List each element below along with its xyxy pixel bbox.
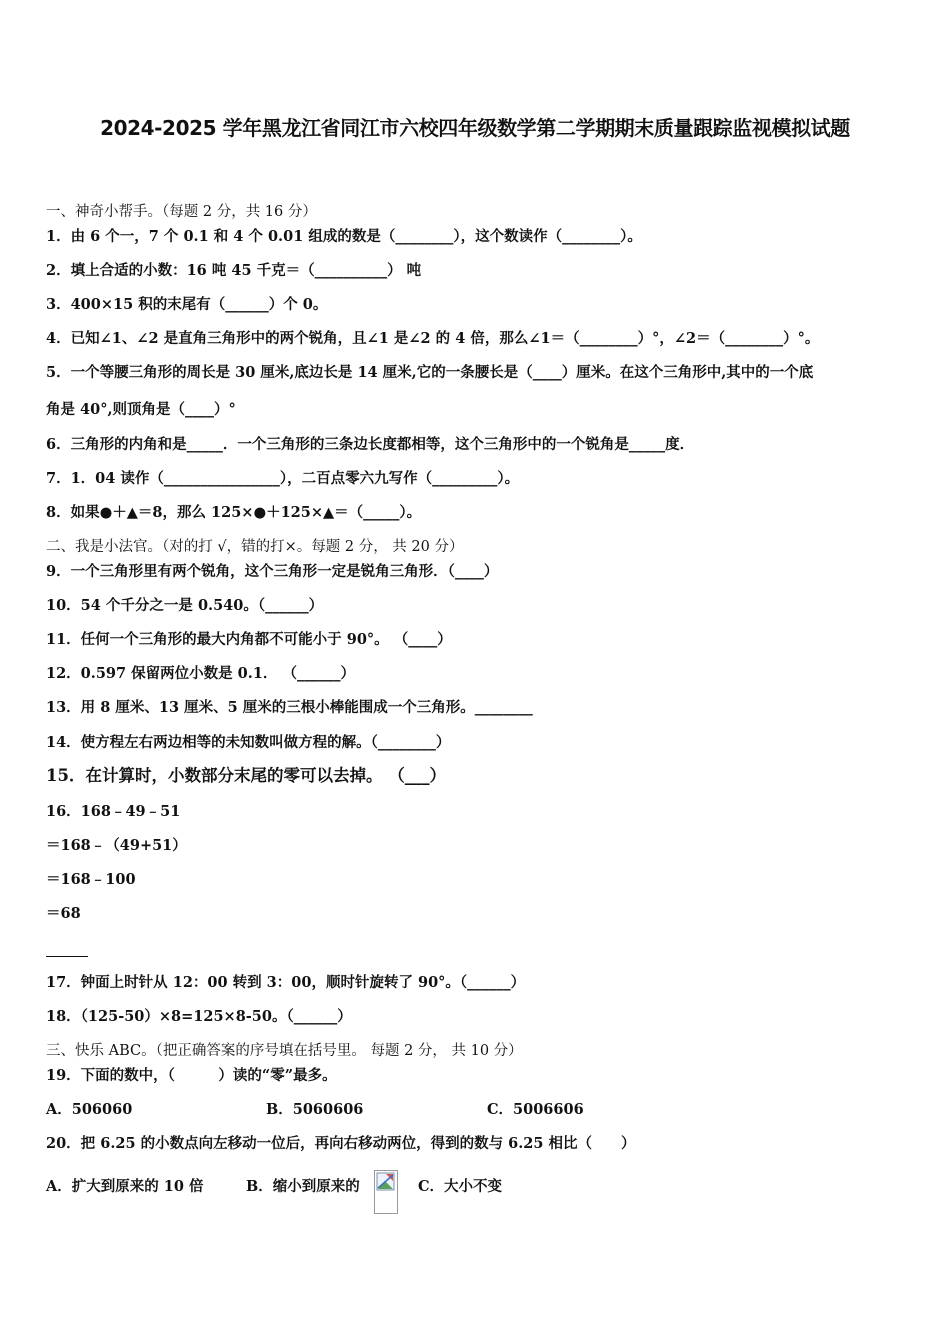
question-5: 5．一个等腰三角形的周长是 30 厘米,底边长是 14 厘米,它的一条腰长是（____）厘米。在这个三角形中,其中的一个底 xyxy=(46,364,814,381)
question-19: 19．下面的数中，（ ）读的“零”最多。 xyxy=(46,1067,337,1084)
q19-option-c: C．5006606 xyxy=(487,1101,584,1118)
q19-option-a: A．506060 xyxy=(46,1101,133,1118)
question-15: 15．在计算时，小数部分末尾的零可以去掉。 （___） xyxy=(46,766,446,785)
question-3: 3．400×15 积的末尾有（______）个 0。 xyxy=(46,296,328,313)
question-16-step-3: ＝68 xyxy=(46,905,81,922)
question-18: 18．（125-50）×8=125×8-50。（______） xyxy=(46,1008,352,1025)
question-4: 4．已知∠1、∠2 是直角三角形中的两个锐角，且∠1 是∠2 的 4 倍，那么∠1＝（________）°，∠2＝（________）°。 xyxy=(46,330,820,347)
section-heading-3: 三、快乐 ABC。（把正确答案的序号填在括号里。 每题 2 分， 共 10 分） xyxy=(46,1043,523,1059)
question-10: 10．54 个千分之一是 0.540。（______） xyxy=(46,597,324,614)
question-13: 13．用 8 厘米、13 厘米、5 厘米的三根小棒能围成一个三角形。________ xyxy=(46,699,533,716)
question-12: 12．0.597 保留两位小数是 0.1． （______） xyxy=(46,665,355,682)
question-16: 16．168﹣49﹣51 xyxy=(46,803,181,820)
section-heading-2: 二、我是小法官。（对的打 √，错的打×。每题 2 分， 共 20 分） xyxy=(46,539,464,555)
question-2: 2．填上合适的小数：16 吨 45 千克＝（__________） 吨 xyxy=(46,262,422,279)
question-5-continued: 角是 40°,则顶角是（____）° xyxy=(46,401,236,418)
question-11: 11．任何一个三角形的最大内角都不可能小于 90°。 （____） xyxy=(46,631,452,648)
question-16-step-2: ＝168﹣100 xyxy=(46,871,136,888)
question-20: 20．把 6.25 的小数点向左移动一位后，再向右移动两位，得到的数与 6.25 相比（ ） xyxy=(46,1135,636,1152)
q19-option-b: B．5060606 xyxy=(266,1101,364,1118)
q20-option-a: A．扩大到原来的 10 倍 xyxy=(46,1178,204,1195)
question-16-step-1: ＝168﹣（49+51） xyxy=(46,837,187,854)
question-14: 14．使方程左右两边相等的未知数叫做方程的解。（________） xyxy=(46,734,451,751)
section-heading-1: 一、神奇小帮手。（每题 2 分，共 16 分） xyxy=(46,204,317,220)
question-9: 9．一个三角形里有两个锐角，这个三角形一定是锐角三角形．（____） xyxy=(46,563,499,580)
question-8: 8．如果●＋▲＝8，那么 125×●＋125×▲＝（_____）。 xyxy=(46,504,422,521)
page-title: 2024-2025 学年黑龙江省同江市六校四年级数学第二学期期末质量跟踪监视模拟试题 xyxy=(100,116,850,140)
answer-blank-line xyxy=(46,956,88,957)
question-1: 1．由 6 个一，7 个 0.1 和 4 个 0.01 组成的数是（________），这个数读作（________）。 xyxy=(46,228,642,245)
q20-option-b: B．缩小到原来的 xyxy=(246,1178,360,1195)
question-7: 7．1．04 读作（________________），二百点零六九写作（_________）。 xyxy=(46,470,520,487)
question-17: 17．钟面上时针从 12：00 转到 3：00，顺时针旋转了 90°。（______） xyxy=(46,974,526,991)
broken-image-icon xyxy=(374,1170,398,1214)
question-6: 6．三角形的内角和是_____．一个三角形的三条边长度都相等，这个三角形中的一个锐角是_____度． xyxy=(46,436,695,453)
q20-option-c: C．大小不变 xyxy=(418,1178,503,1195)
